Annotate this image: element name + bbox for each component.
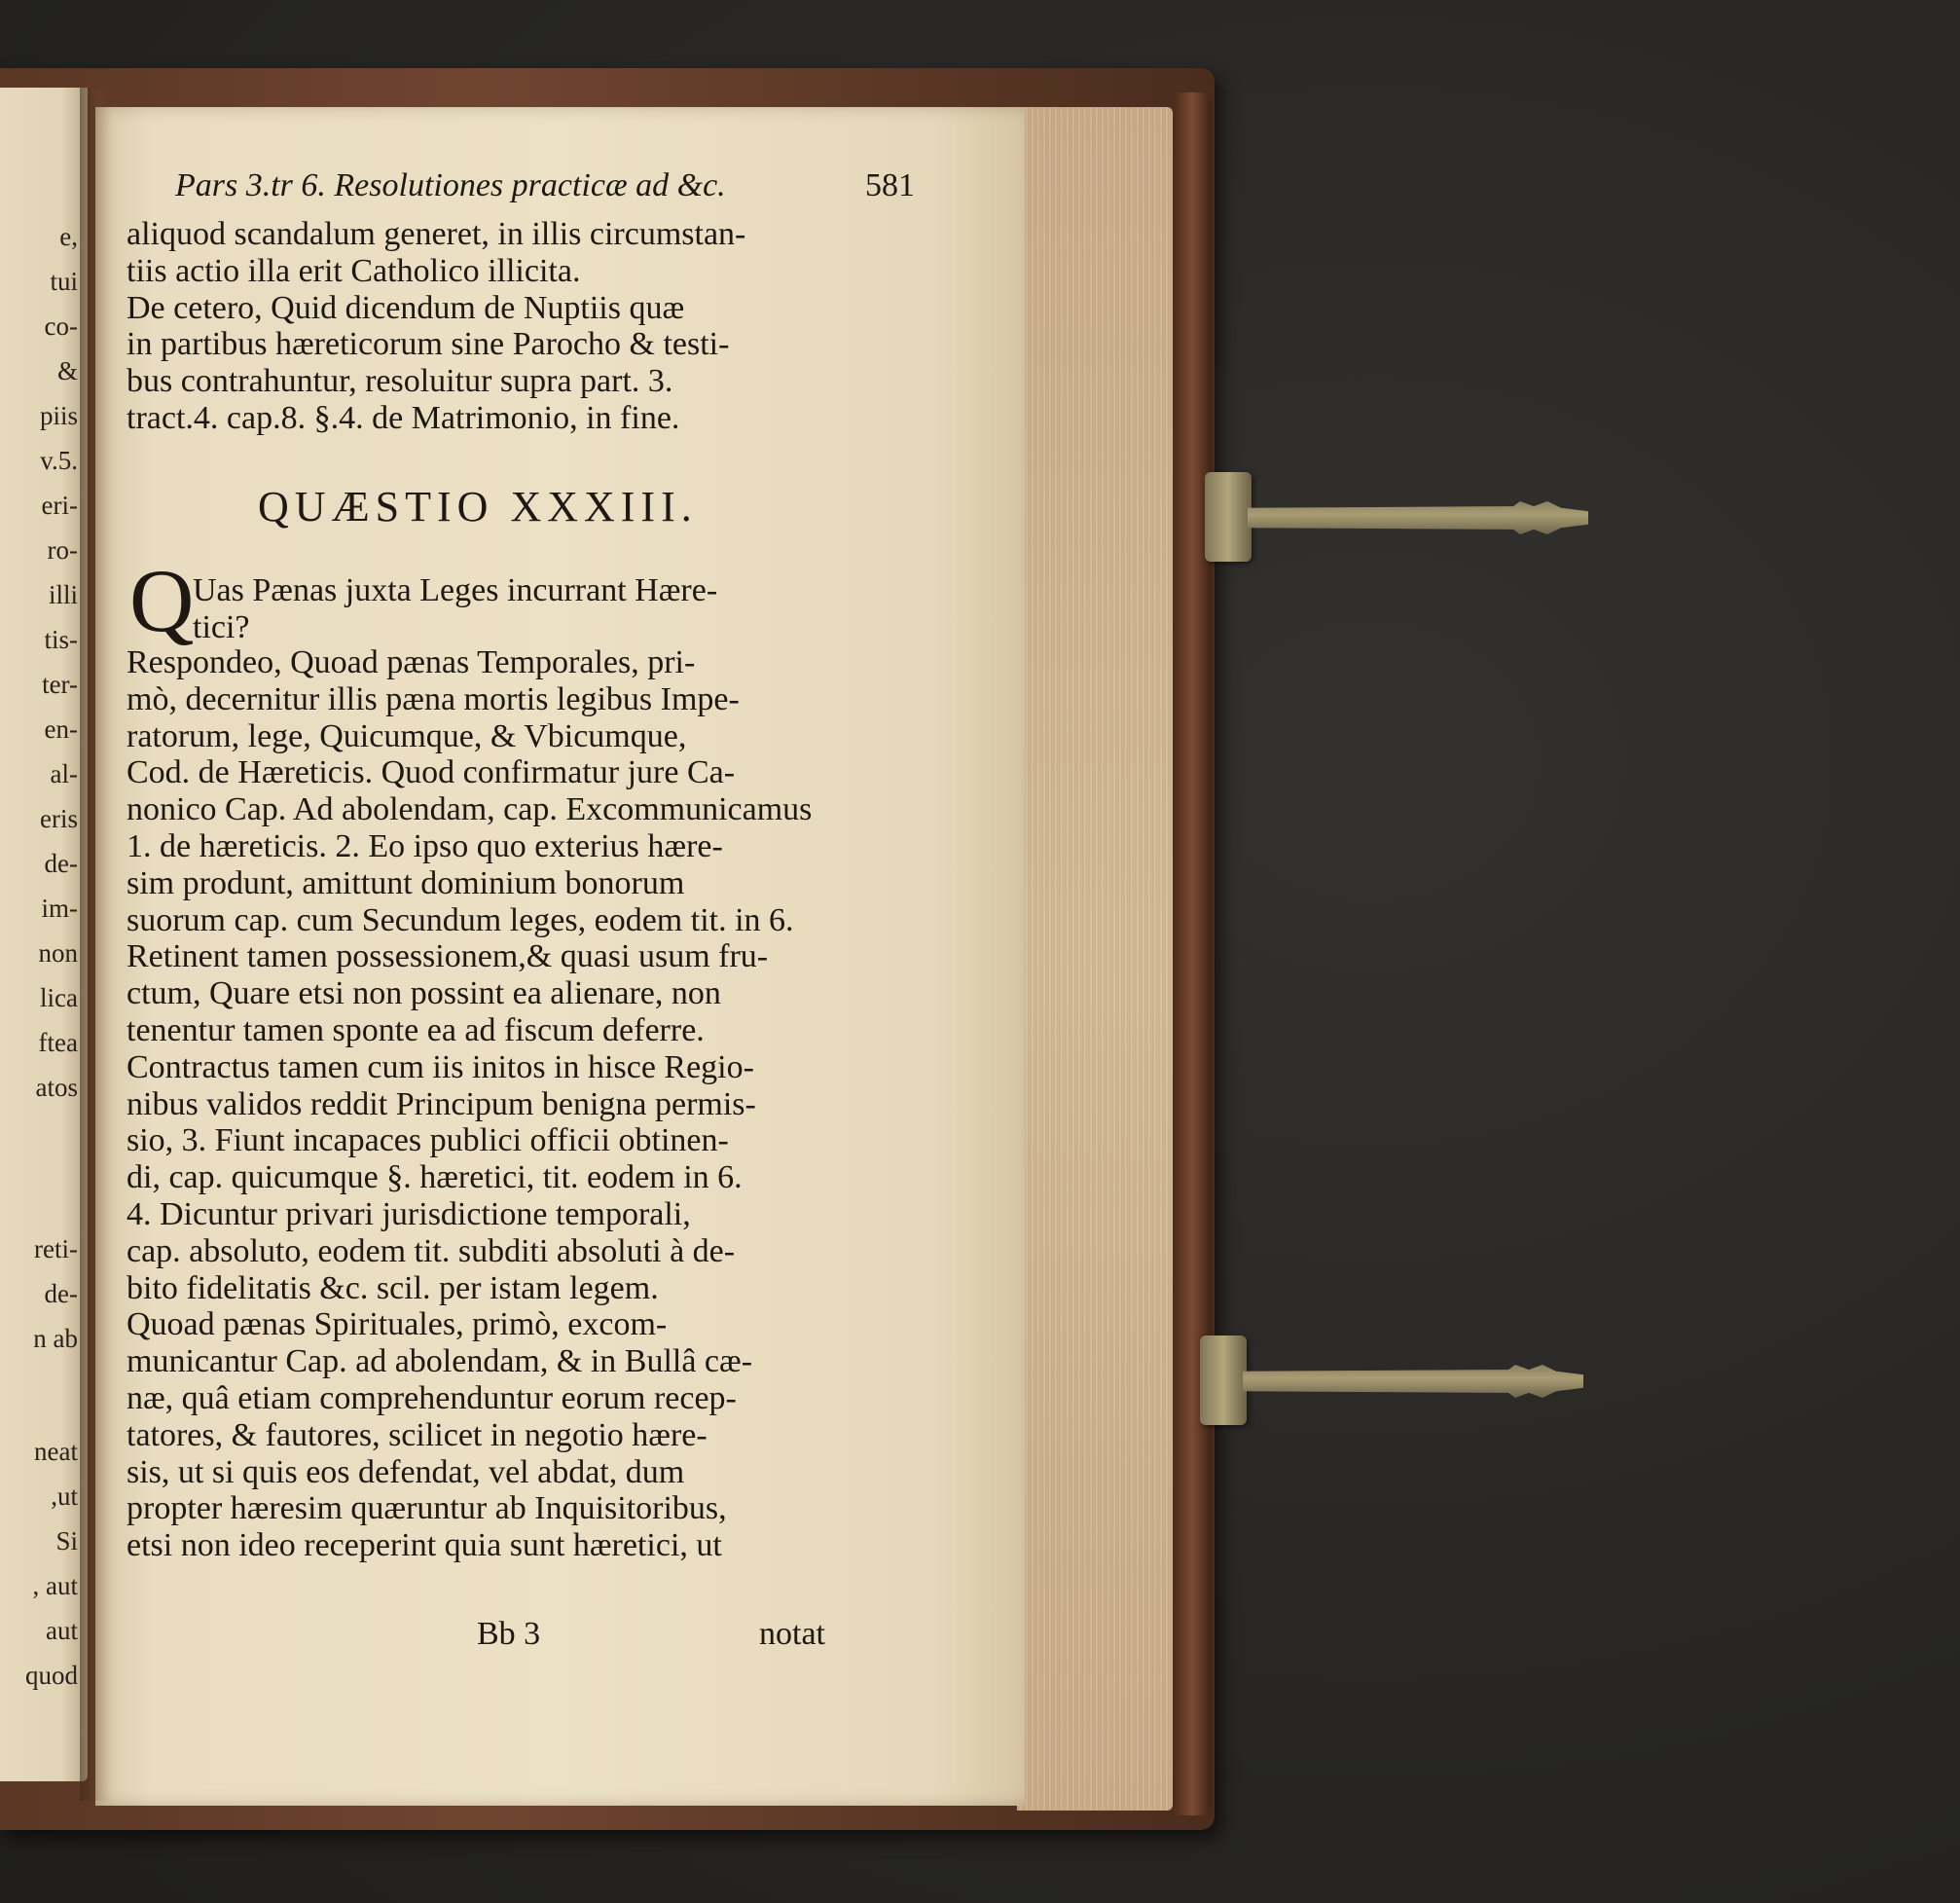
text-line: Contractus tamen cum iis initos in hisce Regio- (127, 1048, 754, 1085)
left-page-fragment: reti- (34, 1234, 78, 1263)
left-page-fragment: de- (44, 849, 78, 878)
left-page-fragment: ter- (42, 670, 78, 699)
intro-paragraph (127, 216, 876, 437)
left-page-fragment: lica (40, 983, 78, 1012)
left-page-fragment: neat (34, 1437, 78, 1466)
text-line: næ, quâ etiam comprehenduntur eorum recep- (127, 1379, 737, 1416)
left-page-text (0, 88, 88, 1781)
question-line: tici? (193, 608, 250, 645)
left-page-fragment: eri- (41, 491, 78, 520)
gutter-shadow (80, 88, 111, 1801)
text-line: di, cap. quicumque §. hæretici, tit. eodem in 6. (127, 1159, 743, 1196)
text-line: Respondeo, Quoad pænas Temporales, pri- (127, 644, 696, 680)
text-line: in partibus hæreticorum sine Parocho & testi- (127, 326, 730, 363)
left-page-fragment: piis (39, 401, 78, 430)
upper-clasp-hinge (1205, 472, 1252, 562)
left-page-fragment: atos (35, 1073, 78, 1102)
text-line: nibus validos reddit Principum benigna permis- (127, 1085, 756, 1122)
text-line: propter hæresim quæruntur ab Inquisitoribus, (127, 1490, 727, 1527)
text-line: bus contrahuntur, resoluitur supra part. 3. (127, 363, 673, 400)
left-page-fragment: tui (50, 267, 78, 296)
text-line: Quoad pænas Spirituales, primò, excom- (127, 1306, 668, 1343)
left-page-fragment: ro- (47, 535, 78, 565)
left-page (0, 88, 88, 1781)
signature-mark: Bb 3 (477, 1616, 541, 1652)
text-line: mò, decernitur illis pæna mortis legibus Impe- (127, 680, 740, 717)
left-page-fragment: co- (44, 311, 78, 341)
text-line: bito fidelitatis &c. scil. per istam legem. (127, 1269, 659, 1306)
left-page-fragment: illi (48, 580, 78, 609)
left-page-fragment: ftea (38, 1028, 78, 1057)
left-page-fragment: ,ut (51, 1482, 78, 1511)
text-line: sis, ut si quis eos defendat, vel abdat, dum (127, 1453, 685, 1490)
catchword: notat (759, 1616, 825, 1652)
drop-cap: Q (129, 551, 195, 650)
text-line: etsi non ideo receperint quia sunt hæretici, ut (127, 1527, 722, 1564)
left-page-fragment: n ab (33, 1324, 78, 1353)
text-line: Cod. de Hæreticis. Quod confirmatur jure Ca- (127, 754, 736, 791)
body-text (127, 644, 876, 1564)
text-line: sim produnt, amittunt dominium bonorum (127, 864, 685, 901)
text-line: tiis actio illa erit Catholico illicita. (127, 252, 581, 289)
book-cover-edge (1173, 92, 1212, 1815)
lower-clasp-hinge (1200, 1336, 1247, 1425)
left-page-fragment: quod (25, 1661, 78, 1690)
text-line: suorum cap. cum Secundum leges, eodem tit. in 6. (127, 901, 794, 938)
text-line: nonico Cap. Ad abolendam, cap. Excommunicamus (127, 791, 813, 828)
text-line: tatores, & fautores, scilicet in negotio hære- (127, 1416, 708, 1453)
text-line: De cetero, Quid dicendum de Nuptiis quæ (127, 289, 685, 326)
running-head (175, 167, 915, 204)
text-line: municantur Cap. ad abolendam, & in Bullâ cæ- (127, 1343, 753, 1380)
text-line: ratorum, lege, Quicumque, & Vbicumque, (127, 717, 687, 754)
text-line: 4. Dicuntur privari jurisdictione temporali, (127, 1195, 691, 1232)
left-page-fragment: eris (40, 804, 78, 833)
left-page-fragment: tis- (44, 625, 78, 654)
left-page-fragment: v.5. (40, 446, 78, 475)
text-line: cap. absoluto, eodem tit. subditi absoluti à de- (127, 1232, 736, 1269)
left-page-fragment: im- (41, 894, 78, 923)
text-line: Retinent tamen possessionem,& quasi usum fru- (127, 938, 769, 975)
left-page-fragment: al- (50, 759, 78, 788)
left-page-fragment: , aut (32, 1571, 78, 1600)
question-text (193, 572, 893, 646)
left-page-fragment: de- (44, 1279, 78, 1308)
left-page-fragment: non (38, 938, 78, 968)
left-page-fragment: aut (46, 1616, 78, 1645)
left-page-fragment: en- (44, 714, 78, 744)
text-line: sio, 3. Fiunt incapaces publici officii obtinen- (127, 1122, 729, 1159)
text-line: ctum, Quare etsi non possint ea alienare, non (127, 975, 721, 1012)
text-line: tract.4. cap.8. §.4. de Matrimonio, in fine. (127, 399, 680, 436)
question-heading: QUÆSTIO XXXIII. (258, 483, 698, 531)
running-head-title: Pars 3.tr 6. Resolutiones practicæ ad &c. (175, 167, 726, 203)
left-page-fragment: Si (55, 1526, 78, 1555)
text-line: 1. de hæreticis. 2. Eo ipso quo exterius hære- (127, 827, 723, 864)
page-number: 581 (865, 167, 915, 203)
left-page-fragment: & (56, 356, 78, 385)
page-fore-edge (1017, 107, 1173, 1811)
left-page-fragment: e, (59, 222, 78, 251)
question-line: Uas Pænas juxta Leges incurrant Hære- (193, 572, 718, 608)
text-line: aliquod scandalum generet, in illis circumstan- (127, 216, 746, 252)
text-line: tenentur tamen sponte ea ad fiscum deferre. (127, 1011, 705, 1048)
